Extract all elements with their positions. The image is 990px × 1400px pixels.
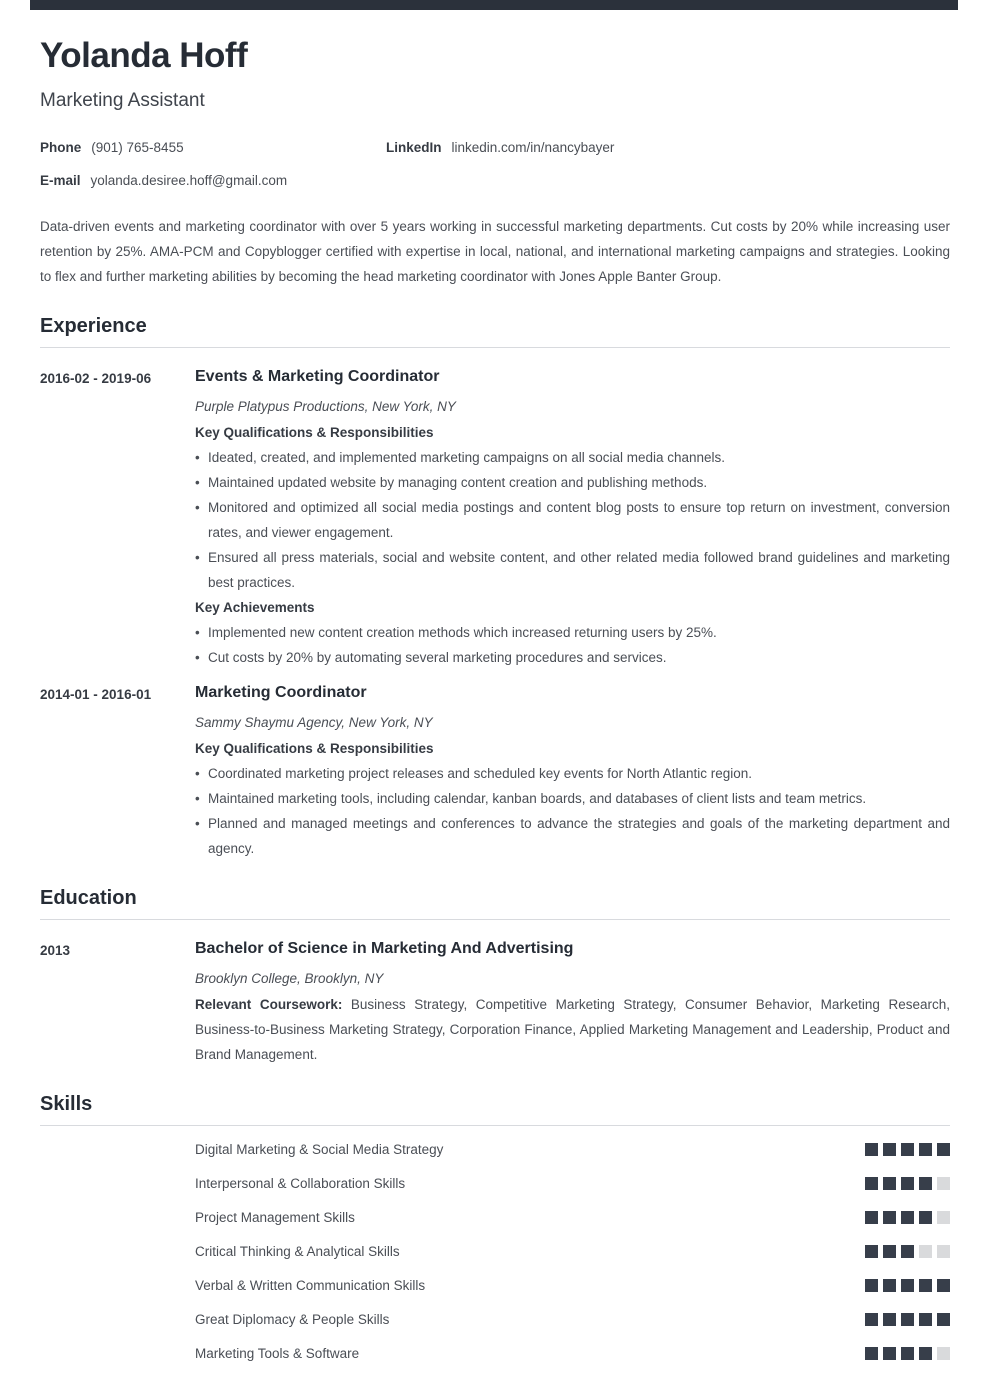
skill-square xyxy=(865,1211,878,1224)
skill-square xyxy=(919,1347,932,1360)
skill-level-squares xyxy=(865,1313,950,1326)
education-year: 2013 xyxy=(40,943,71,958)
bullet-marker: • xyxy=(195,766,200,781)
skill-square xyxy=(937,1245,950,1258)
education-section xyxy=(40,886,950,1067)
contact-info xyxy=(40,138,950,190)
education-heading: Education xyxy=(40,886,950,920)
bullet-marker: • xyxy=(195,475,200,490)
skill-square xyxy=(901,1211,914,1224)
entry-dates: 2016-02 - 2019-06 xyxy=(40,371,152,386)
skill-square xyxy=(901,1347,914,1360)
bullet-item: • Maintained updated website by managing content creation and publishing methods. xyxy=(195,470,950,495)
skill-row xyxy=(195,1166,950,1200)
bullet-item: • Maintained marketing tools, including calendar, kanban boards, and databases of client lists and team metrics. xyxy=(195,786,950,811)
linkedin-label: LinkedIn xyxy=(386,140,442,155)
skill-square xyxy=(919,1211,932,1224)
skill-square xyxy=(937,1279,950,1292)
coursework-text: Business Strategy, Competitive Marketing Strategy, Consumer Behavior, Marketing Research, Business-to-Business Marketing Strategy, Corporation Finance, Applied Marketing Management and Leadership, Product and Brand Management. xyxy=(195,997,950,1062)
entry-company: Purple Platypus Productions, New York, NY xyxy=(195,399,456,414)
skill-square xyxy=(883,1245,896,1258)
contact-phone xyxy=(40,138,386,157)
skill-square xyxy=(901,1313,914,1326)
skill-square xyxy=(883,1347,896,1360)
skill-row xyxy=(195,1132,950,1166)
skill-row xyxy=(195,1234,950,1268)
skill-square xyxy=(937,1177,950,1190)
top-accent-bar xyxy=(30,0,958,10)
bullet-item: • Planned and managed meetings and conferences to advance the strategies and goals of the marketing department and agency. xyxy=(195,811,950,861)
linkedin-value: linkedin.com/in/nancybayer xyxy=(451,140,615,155)
entry-job-title: Marketing Coordinator xyxy=(195,684,367,701)
skill-level-squares xyxy=(865,1177,950,1190)
experience-entry xyxy=(40,682,950,861)
skill-level-squares xyxy=(865,1245,950,1258)
contact-linkedin xyxy=(386,138,950,157)
skill-square xyxy=(865,1313,878,1326)
skill-square xyxy=(901,1245,914,1258)
experience-heading: Experience xyxy=(40,314,950,348)
experience-entry xyxy=(40,366,950,670)
bullet-item: • Implemented new content creation methods which increased returning users by 25%. xyxy=(195,620,950,645)
skill-name: Critical Thinking & Analytical Skills xyxy=(195,1243,400,1259)
skill-level-squares xyxy=(865,1143,950,1156)
skill-row xyxy=(195,1200,950,1234)
coursework xyxy=(195,992,950,1067)
bullet-item: • Ideated, created, and implemented marketing campaigns on all social media channels. xyxy=(195,445,950,470)
entry-subheading: Key Qualifications & Responsibilities xyxy=(195,425,434,440)
skill-row xyxy=(195,1336,950,1370)
skill-row xyxy=(195,1268,950,1302)
education-entry xyxy=(40,938,950,1067)
skill-square xyxy=(937,1347,950,1360)
bullet-item: • Monitored and optimized all social media postings and content blog posts to ensure top return on investment, conversion rates, and viewer engagement. xyxy=(195,495,950,545)
skill-square xyxy=(865,1177,878,1190)
skill-square xyxy=(919,1143,932,1156)
skill-square xyxy=(901,1143,914,1156)
bullet-item: • Ensured all press materials, social and website content, and other related media followed brand guidelines and marketing best practices. xyxy=(195,545,950,595)
degree-title: Bachelor of Science in Marketing And Advertising xyxy=(195,940,574,957)
phone-label: Phone xyxy=(40,140,82,155)
skill-square xyxy=(865,1143,878,1156)
phone-value: (901) 765-8455 xyxy=(91,140,184,155)
candidate-name: Yolanda Hoff xyxy=(40,36,248,75)
bullet-marker: • xyxy=(195,550,200,565)
bullet-marker: • xyxy=(195,500,200,515)
entry-subheading: Key Qualifications & Responsibilities xyxy=(195,741,434,756)
skill-name: Marketing Tools & Software xyxy=(195,1345,360,1361)
skills-list xyxy=(195,1132,950,1370)
skill-name: Verbal & Written Communication Skills xyxy=(195,1277,426,1293)
skill-level-squares xyxy=(865,1211,950,1224)
bullet-item: • Cut costs by 20% by automating several marketing procedures and services. xyxy=(195,645,950,670)
bullet-marker: • xyxy=(195,650,200,665)
skill-name: Great Diplomacy & People Skills xyxy=(195,1311,390,1327)
summary-text: Data-driven events and marketing coordinator with over 5 years working in successful marketing departments. Cut costs by 20% while increasing user retention by 25%. AMA-PCM and Copyblogger certified with expertise in local, national, and international marketing campaigns and strategies. Looking to flex and further marketing abilities by becoming the head marketing coordinator with Jones Apple Banter Group. xyxy=(40,219,950,284)
entry-dates: 2014-01 - 2016-01 xyxy=(40,687,152,702)
skill-square xyxy=(865,1245,878,1258)
skill-level-squares xyxy=(865,1347,950,1360)
skill-square xyxy=(883,1279,896,1292)
skill-square xyxy=(901,1177,914,1190)
skill-square xyxy=(919,1279,932,1292)
skill-row xyxy=(195,1302,950,1336)
email-label: E-mail xyxy=(40,173,81,188)
email-value: yolanda.desiree.hoff@gmail.com xyxy=(90,173,288,188)
candidate-job-title: Marketing Assistant xyxy=(40,90,205,111)
bullet-marker: • xyxy=(195,791,200,806)
skill-square xyxy=(865,1279,878,1292)
skill-square xyxy=(919,1245,932,1258)
skill-square xyxy=(883,1143,896,1156)
skill-square xyxy=(937,1313,950,1326)
coursework-label: Relevant Coursework: xyxy=(195,997,343,1012)
skill-name: Digital Marketing & Social Media Strategy xyxy=(195,1141,444,1157)
skills-section xyxy=(40,1092,950,1370)
skill-square xyxy=(919,1177,932,1190)
skill-name: Project Management Skills xyxy=(195,1209,355,1225)
entry-job-title: Events & Marketing Coordinator xyxy=(195,368,440,385)
contact-email xyxy=(40,171,386,190)
skill-name: Interpersonal & Collaboration Skills xyxy=(195,1175,406,1191)
achievements-heading: Key Achievements xyxy=(195,600,315,615)
bullet-marker: • xyxy=(195,450,200,465)
skill-square xyxy=(883,1313,896,1326)
skill-square xyxy=(901,1279,914,1292)
skill-square xyxy=(937,1211,950,1224)
skill-level-squares xyxy=(865,1279,950,1292)
entry-company: Sammy Shaymu Agency, New York, NY xyxy=(195,715,433,730)
skill-square xyxy=(919,1313,932,1326)
bullet-item: • Coordinated marketing project releases and scheduled key events for North Atlantic region. xyxy=(195,761,950,786)
skill-square xyxy=(883,1211,896,1224)
bullet-marker: • xyxy=(195,625,200,640)
school-name: Brooklyn College, Brooklyn, NY xyxy=(195,971,384,986)
skill-square xyxy=(937,1143,950,1156)
skill-square xyxy=(865,1347,878,1360)
skill-square xyxy=(883,1177,896,1190)
experience-section xyxy=(40,314,950,861)
bullet-marker: • xyxy=(195,816,200,831)
skills-heading: Skills xyxy=(40,1092,950,1126)
